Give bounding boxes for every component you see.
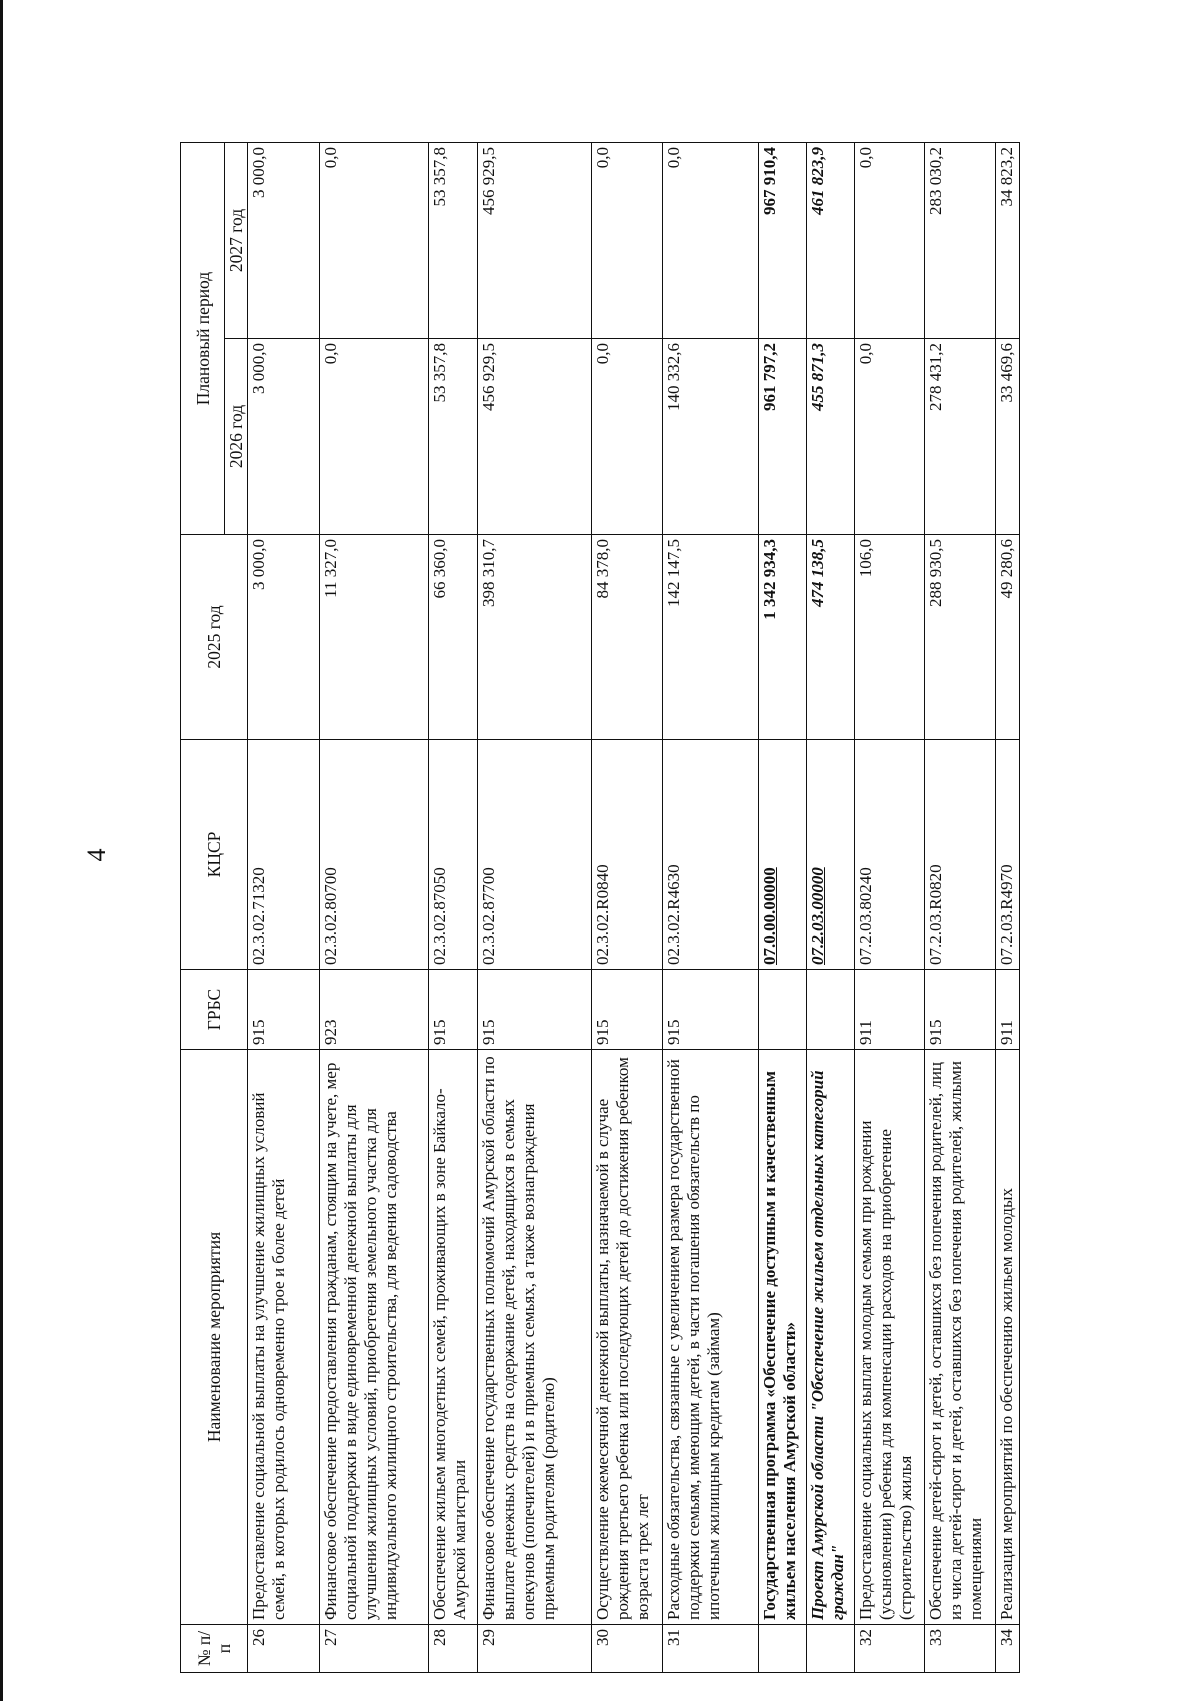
row-amount-2027: 456 929,5 [477,142,591,338]
row-amount-2025: 3 000,0 [248,535,320,740]
scan-edge-line [0,0,3,1701]
row-amount-2026: 0,0 [319,339,428,535]
row-amount-2027: 461 823,9 [806,142,854,338]
row-amount-2025: 11 327,0 [319,535,428,740]
row-amount-2026: 33 469,6 [995,339,1019,535]
row-name: Обеспечение детей-сирот и детей, оставшихся без попечения родителей, лиц из числа детей-сирот и детей, оставшихся без попечения родителей, жилыми помещениями [925,1050,996,1625]
row-amount-2025: 1 342 934,3 [758,535,806,740]
row-name: Финансовое обеспечение предоставления гражданам, стоящим на учете, мер социальной поддержки в виде единовременной денежной выплаты для улучшения жилищных условий, приобретения земельного участка для индивидуального жилищного строительства, для ведения садоводства [319,1050,428,1625]
row-amount-2026: 3 000,0 [248,339,320,535]
row-amount-2025: 84 378,0 [592,535,663,740]
row-kcsr: 02.3.02.87700 [477,740,591,970]
table-row [758,142,806,1672]
row-amount-2025: 49 280,6 [995,535,1019,740]
row-name: Финансовое обеспечение государственных полномочий Амурской области по выплате денежных средств на содержание детей, находящихся в семьях опекунов (попечителей) и в приемных семьях, а также вознаграждения приемным родителям (родителю) [477,1050,591,1625]
row-amount-2027: 0,0 [663,142,759,338]
row-kcsr: 07.2.03.R0820 [925,740,996,970]
header-num: № п/п [181,1625,248,1673]
row-num: 30 [592,1625,663,1673]
row-amount-2027: 0,0 [592,142,663,338]
table-row [477,142,591,1672]
row-name: Осуществление ежемесячной денежной выплаты, назначаемой в случае рождения третьего ребенка или последующих детей до достижения ребенком возраста трех лет [592,1050,663,1625]
row-kcsr: 07.2.03.00000 [806,740,854,970]
row-amount-2026: 456 929,5 [477,339,591,535]
row-amount-2025: 66 360,0 [429,535,478,740]
row-amount-2026: 53 357,8 [429,339,478,535]
row-name: Реализация мероприятий по обеспечению жильем молодых [995,1050,1019,1625]
row-amount-2026: 455 871,3 [806,339,854,535]
budget-table [180,142,1020,1673]
row-grbs [806,970,854,1050]
row-kcsr: 07.0.00.00000 [758,740,806,970]
row-num [758,1625,806,1673]
table-row [592,142,663,1672]
row-grbs: 915 [592,970,663,1050]
row-name: Предоставление социальной выплаты на улучшение жилищных условий семей, в которых родилось одновременно трое и более детей [248,1050,320,1625]
row-num: 27 [319,1625,428,1673]
table-row [806,142,854,1672]
row-num: 29 [477,1625,591,1673]
table-body [248,142,1020,1672]
header-2025: 2025 год [181,535,248,740]
row-grbs: 915 [663,970,759,1050]
row-name: Расходные обязательства, связанные с увеличением размера государственной поддержки семьям, имеющим детей, в части погашения обязательств по ипотечным жилищным кредитам (займам) [663,1050,759,1625]
row-grbs: 915 [925,970,996,1050]
row-amount-2027: 3 000,0 [248,142,320,338]
table-row [319,142,428,1672]
row-amount-2025: 474 138,5 [806,535,854,740]
row-amount-2025: 398 310,7 [477,535,591,740]
row-kcsr: 02.3.02.R4630 [663,740,759,970]
row-grbs: 915 [477,970,591,1050]
row-kcsr: 02.3.02.71320 [248,740,320,970]
row-grbs: 911 [854,970,925,1050]
row-amount-2025: 106,0 [854,535,925,740]
row-amount-2027: 967 910,4 [758,142,806,338]
table-row [995,142,1019,1672]
row-grbs [758,970,806,1050]
row-amount-2027: 53 357,8 [429,142,478,338]
row-grbs: 923 [319,970,428,1050]
row-num: 32 [854,1625,925,1673]
row-grbs: 911 [995,970,1019,1050]
row-amount-2026: 0,0 [592,339,663,535]
row-amount-2026: 140 332,6 [663,339,759,535]
row-amount-2027: 0,0 [319,142,428,338]
row-name: Обеспечение жильем многодетных семей, проживающих в зоне Байкало-Амурской магистрали [429,1050,478,1625]
row-kcsr: 02.3.02.87050 [429,740,478,970]
row-amount-2027: 283 030,2 [925,142,996,338]
table-row [854,142,925,1672]
row-amount-2025: 142 147,5 [663,535,759,740]
header-grbs: ГРБС [181,970,248,1050]
row-amount-2026: 961 797,2 [758,339,806,535]
row-amount-2027: 34 823,2 [995,142,1019,338]
table-row [248,142,320,1672]
row-kcsr: 02.3.02.R0840 [592,740,663,970]
header-name: Наименование мероприятия [181,1050,248,1625]
header-2026: 2026 год [225,339,248,535]
row-amount-2027: 0,0 [854,142,925,338]
table-row [925,142,996,1672]
row-grbs: 915 [429,970,478,1050]
budget-table-rotated [180,143,1020,1673]
row-num: 33 [925,1625,996,1673]
row-grbs: 915 [248,970,320,1050]
row-name: Проект Амурской области "Обеспечение жильем отдельных категорий граждан" [806,1050,854,1625]
row-amount-2025: 288 930,5 [925,535,996,740]
row-amount-2026: 0,0 [854,339,925,535]
header-kcsr: КЦСР [181,740,248,970]
page-number: 4 [82,848,111,862]
row-amount-2026: 278 431,2 [925,339,996,535]
row-num: 34 [995,1625,1019,1673]
row-num: 26 [248,1625,320,1673]
row-num [806,1625,854,1673]
header-plan-period: Плановый период [181,142,225,534]
row-kcsr: 07.2.03.R4970 [995,740,1019,970]
table-row [429,142,478,1672]
row-kcsr: 02.3.02.80700 [319,740,428,970]
header-2027: 2027 год [225,142,248,338]
row-kcsr: 07.2.03.80240 [854,740,925,970]
table-row [663,142,759,1672]
row-num: 31 [663,1625,759,1673]
row-name: Государственная программа «Обеспечение доступным и качественным жильем населения Амурской области» [758,1050,806,1625]
row-name: Предоставление социальных выплат молодым семьям при рождении (усыновлении) ребенка для компенсации расходов на приобретение (строительство) жилья [854,1050,925,1625]
row-num: 28 [429,1625,478,1673]
